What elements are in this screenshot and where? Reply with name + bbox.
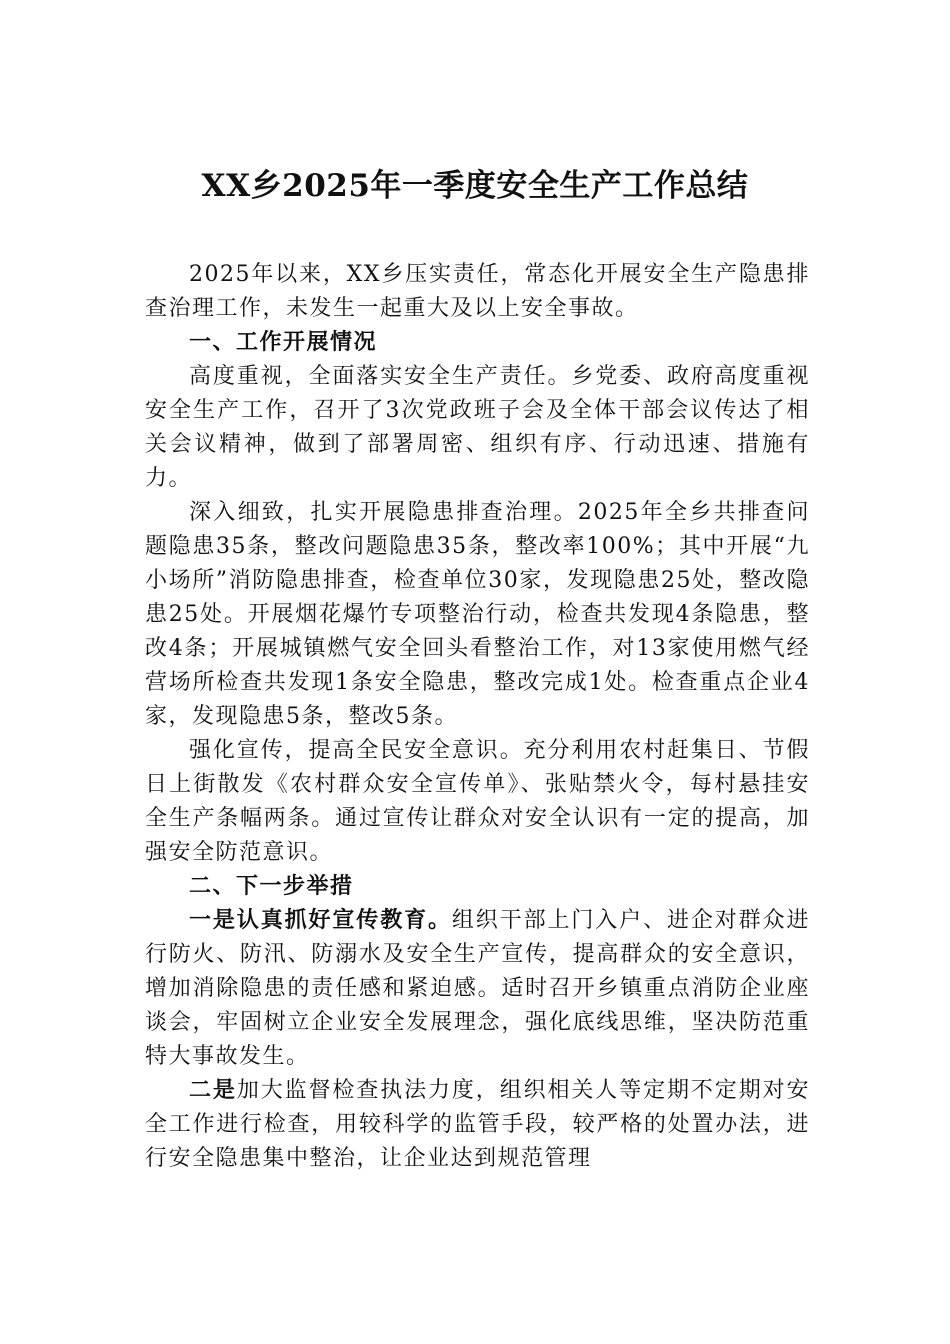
next-step-1-lead: 一是认真抓好宣传教育。	[189, 908, 452, 933]
section-heading-next-steps: 二、下一步举措	[189, 874, 354, 899]
paragraph-publicity: 强化宣传，提高全民安全意识。充分利用农村赶集日、节假日上街散发《农村群众安全宣传单》、张贴禁火令，每村悬挂安全生产条幅两条。通过宣传让群众对安全认识有一定的提高，加强安全防范意识。	[145, 738, 810, 865]
next-step-1-text: 组织干部上门入户、进企对群众进行防火、防汛、防溺水及安全生产宣传，提高群众的安全意识，增加消除隐患的责任感和紧迫感。适时召开乡镇重点消防企业座谈会，牢固树立企业安全发展理念，强化底线思维，坚决防范重特大事故发生。	[145, 908, 810, 1069]
paragraph-next-step-1	[145, 904, 810, 1074]
document-title: XX乡2025年一季度安全生产工作总结	[201, 168, 749, 204]
paragraph-next-step-2	[145, 1074, 810, 1176]
next-step-2-lead: 二是	[189, 1078, 237, 1103]
document-body	[145, 258, 810, 1176]
section-heading-work-progress: 一、工作开展情况	[189, 330, 378, 355]
paragraph-responsibility: 高度重视，全面落实安全生产责任。乡党委、政府高度重视安全生产工作，召开了3次党政班子会及全体干部会议传达了相关会议精神，做到了部署周密、组织有序、行动迅速、措施有力。	[145, 364, 810, 491]
paragraph-hazard-inspection: 深入细致，扎实开展隐患排查治理。2025年全乡共排查问题隐患35条，整改问题隐患35条，整改率100%；其中开展“九小场所”消防隐患排查，检查单位30家，发现隐患25处，整改隐患25处。开展烟花爆竹专项整治行动，检查共发现4条隐患，整改4条；开展城镇燃气安全回头看整治工作，对13家使用燃气经营场所检查共发现1条安全隐患，整改完成1处。检查重点企业4家，发现隐患5条，整改5条。	[145, 500, 810, 729]
next-step-2-text: 加大监督检查执法力度，组织相关人等定期不定期对安全工作进行检查，用较科学的监管手段，较严格的处置办法，进行安全隐患集中整治，让企业达到规范管理	[145, 1078, 810, 1171]
intro-paragraph: 2025年以来，XX乡压实责任，常态化开展安全生产隐患排查治理工作，未发生一起重大及以上安全事故。	[145, 262, 810, 321]
